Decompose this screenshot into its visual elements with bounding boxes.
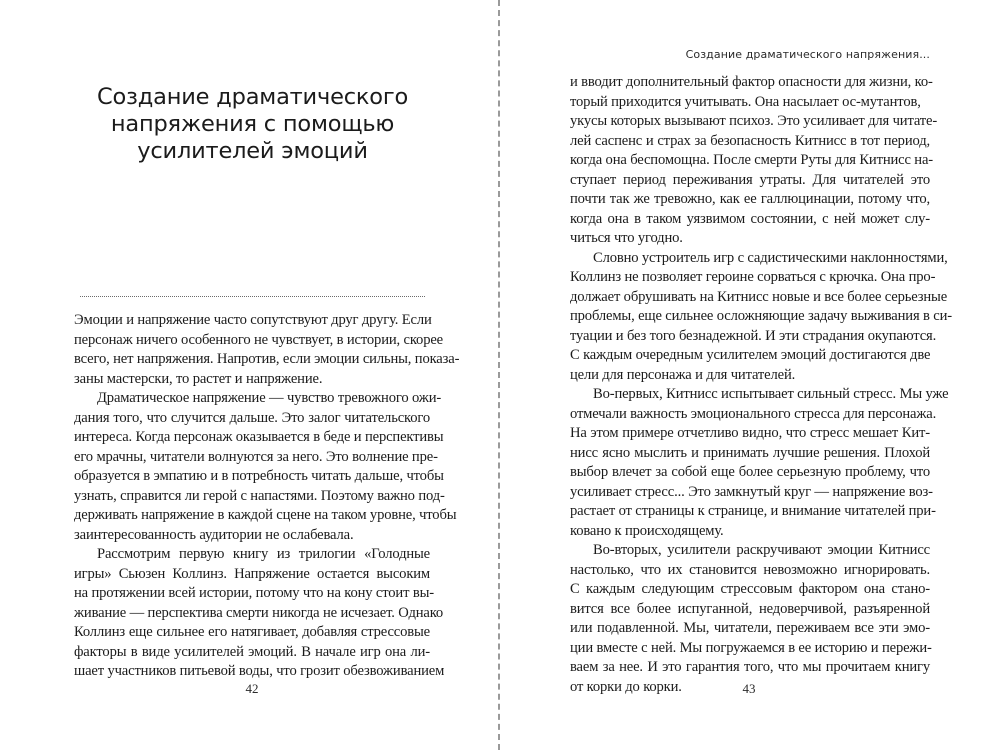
right-body-text: [570, 73, 952, 697]
text-line: С каждым очередным усилителем эмоций достигаются две: [570, 347, 931, 363]
text-line: заны мастерски, то растет и напряжение.: [74, 370, 323, 387]
text-line: дания того, что случится дальше. Это залог читательского: [74, 409, 430, 426]
dotted-divider: [80, 296, 425, 297]
left-page: [0, 0, 498, 750]
text-line: С каждым следующим стрессовым фактором она стано-: [570, 581, 930, 597]
text-line: почти так же тревожно, как ее галлюцинации, потому что,: [570, 191, 930, 207]
text-line: цели для персонажа и для читателей.: [570, 366, 796, 383]
chapter-title-line: напряжения с помощью: [110, 111, 395, 137]
text-line: образуется в эмпатию и в потребность читать дальше, чтобы: [74, 468, 444, 484]
text-line: читься что угодно.: [570, 230, 683, 246]
text-line: интереса. Когда персонаж оказывается в беде и перспективы: [74, 429, 444, 445]
text-line: и вводит дополнительный фактор опасности для жизни, ко-: [570, 74, 933, 90]
text-line: шает участников питьевой воды, что грозит обезвоживанием: [74, 663, 445, 679]
text-line: держивать напряжение в каждой сцене на таком уровне, чтобы: [74, 507, 457, 523]
text-line: настолько, что их становится невозможно игнорировать.: [570, 561, 930, 578]
running-head: Создание драматического напряжения...: [685, 48, 930, 61]
text-line: На этом примере отчетливо видно, что стресс мешает Кит-: [570, 425, 930, 441]
text-line: ковано к происходящему.: [570, 522, 724, 539]
chapter-title: [80, 84, 425, 165]
text-line: выбор влечет за собой еще более серьезную проблему, что: [570, 464, 930, 480]
text-line: вится все более испуганной, недоверчивой, разъяренной: [570, 600, 930, 617]
text-line: когда она беспомощна. После смерти Руты для Китнисс на-: [570, 152, 933, 168]
text-line: его мрачны, читатели волнуются за него. Это волнение пре-: [74, 448, 438, 465]
text-line: нисс ясно мыслить и принимать лучшие решения. Плохой: [570, 444, 930, 461]
left-body-text: [74, 311, 460, 682]
page-gutter-fold: [498, 0, 500, 750]
text-line: игры» Сьюзен Коллинз. Напряжение остается высоким: [74, 565, 430, 582]
text-line: ступает период переживания утраты. Для читателей это: [570, 171, 930, 188]
page-number-right: 43: [742, 681, 756, 696]
text-line: растает от страницы к странице, и внимание читателей при-: [570, 503, 936, 519]
text-line: узнать, справится ли герой с напастями. Поэтому важно под-: [74, 487, 445, 504]
text-line: проблемы, еще сильнее осложняющие задачу выживания в си-: [570, 308, 952, 324]
text-line: укусы которых вызывают психоз. Это усиливает для читате-: [570, 113, 938, 129]
text-line: должает обрушивать на Китнисс новые и все более серьезные: [570, 288, 948, 305]
text-line: от корки до корки.: [570, 678, 682, 695]
text-line: Словно устроитель игр с садистическими наклонностями,: [593, 249, 948, 266]
right-page: [501, 0, 1000, 750]
text-line: туации и без того безнадежной. И эти страдания окупаются.: [570, 327, 937, 344]
chapter-title-line: Создание драматического: [96, 84, 409, 110]
chapter-title-line: усилителей эмоций: [137, 138, 368, 164]
text-line: усиливает стресс... Это замкнутый круг — напряжение воз-: [570, 483, 933, 500]
text-line: заинтересованность аудитории не ослабевала.: [74, 526, 354, 543]
text-line: Во-первых, Китнисс испытывает сильный стресс. Мы уже: [593, 386, 949, 402]
page-number-left: 42: [245, 681, 259, 696]
text-line: всего, нет напряжения. Напротив, если эмоции сильны, показа-: [74, 351, 460, 367]
text-line: персонаж ничего особенного не чувствует, в истории, скорее: [74, 331, 443, 348]
text-line: или подавленной. Мы, читатели, переживаем все эти эмо-: [570, 620, 930, 636]
text-line: когда она в таком уязвимом состоянии, с ней может слу-: [570, 210, 930, 227]
text-line: отмечали важность эмоционального стресса для персонажа.: [570, 405, 937, 422]
text-line: на протяжении всей истории, потому что на кону стоит вы-: [74, 585, 434, 601]
text-line: Драматическое напряжение — чувство тревожного ожи-: [97, 390, 442, 406]
text-line: ции вместе с ней. Мы погружаемся в ее историю и пережи-: [570, 639, 932, 656]
text-line: факторы в виде усилителей эмоций. В начале игр она ли-: [74, 643, 430, 660]
text-line: лей саспенс и страх за безопасность Китнисс в тот период,: [570, 132, 930, 149]
text-line: живание — перспектива смерти никогда не исчезает. Однако: [74, 604, 444, 621]
text-line: торый приходится учитывать. Она насылает ос-мутантов,: [570, 93, 921, 110]
text-line: Коллинз не позволяет героине сорваться с крючка. Она про-: [570, 269, 936, 285]
text-line: Рассмотрим первую книгу из трилогии «Голодные: [97, 546, 430, 562]
text-line: Во-вторых, усилители раскручивают эмоции Китнисс: [593, 542, 930, 558]
text-line: Эмоции и напряжение часто сопутствуют друг другу. Если: [74, 312, 432, 328]
text-line: Коллинз еще сильнее его натягивает, добавляя стрессовые: [74, 624, 430, 640]
text-line: ваем за нее. И это гарантия того, что мы прочитаем книгу: [570, 659, 930, 675]
